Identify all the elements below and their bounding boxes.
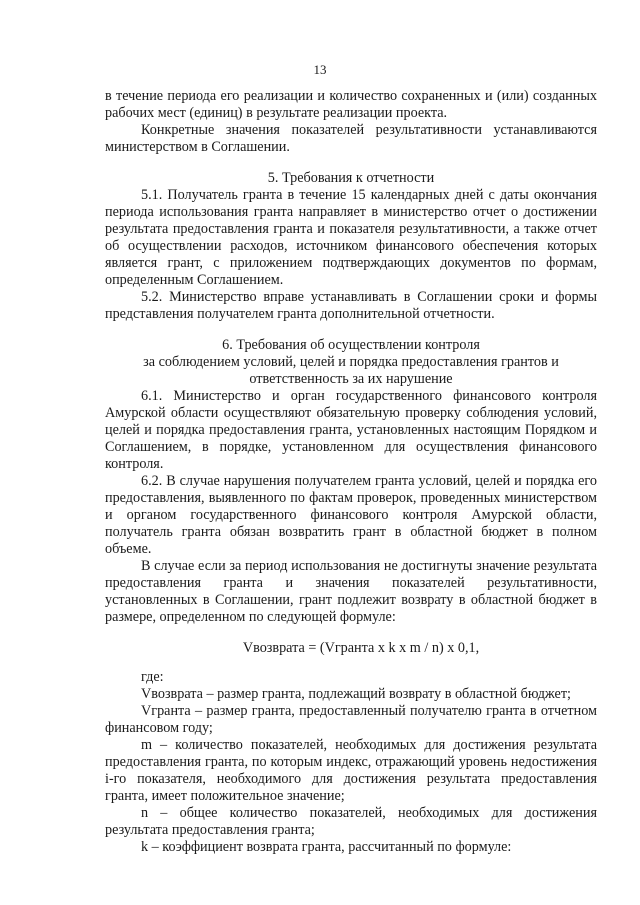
- paragraph-5-2: 5.2. Министерство вправе устанавливать в Соглашении сроки и формы представления получателем гранта дополнительной отчетности.: [105, 289, 597, 322]
- section-6-title-line2: за соблюдением условий, целей и порядка предоставления грантов и: [143, 354, 559, 370]
- paragraph-6-1: 6.1. Министерство и орган государственного финансового контроля Амурской области осуществляют обязательную проверку соблюдения условий, целей и порядка предоставления гранта, установленных настоящим Порядком и Соглашением, в порядке, установленном для осуществления финансового контроля.: [105, 388, 597, 472]
- section-6-title-line1: 6. Требования об осуществлении контроля: [222, 337, 480, 353]
- paragraph: Конкретные значения показателей результативности устанавливаются министерством в Соглашении.: [105, 122, 597, 155]
- paragraph-6-3: В случае если за период использования не достигнуты значение результата предоставления гранта и значения показателей результативности, установленных в Соглашении, грант подлежит возврату в областной бюджет в размере, определенном по следующей формуле:: [105, 558, 597, 625]
- definition-k: k – коэффициент возврата гранта, рассчитанный по формуле:: [141, 839, 512, 855]
- page-number: 13: [313, 62, 327, 77]
- where-label: где:: [141, 669, 164, 685]
- formula: Vвозврата = (Vгранта x k x m / n) x 0,1,: [242, 640, 480, 656]
- definition-m: m – количество показателей, необходимых для достижения результата предоставления гранта, по которым индекс, отражающий уровень недостижения i-го показателя, необходимого для достижения результата предоставления гранта, имеет положительное значение;: [105, 737, 597, 804]
- definition-v-grant: Vгранта – размер гранта, предоставленный получателю гранта в отчетном финансовом году;: [105, 703, 597, 736]
- document-body: [105, 88, 597, 856]
- paragraph-6-2: 6.2. В случае нарушения получателем гранта условий, целей и порядка его предоставления, выявленного по фактам проверок, проведенных министерством и органом государственного финансового контроля Амурской области, получатель гранта обязан возвратить грант в областной бюджет в полном объеме.: [105, 473, 597, 557]
- definition-n: n – общее количество показателей, необходимых для достижения результата предоставления гранта;: [105, 805, 597, 838]
- section-6-title-line3: ответственность за их нарушение: [249, 371, 453, 387]
- paragraph: в течение периода его реализации и количество сохраненных и (или) созданных рабочих мест (единиц) в результате реализации проекта.: [105, 88, 597, 121]
- definition-v-return: Vвозврата – размер гранта, подлежащий возврату в областной бюджет;: [141, 686, 571, 702]
- paragraph-5-1: 5.1. Получатель гранта в течение 15 календарных дней с даты окончания периода использования гранта направляет в министерство отчет о достижении результата предоставления гранта и показателя результативности, а также отчет об осуществлении расходов, источником финансового обеспечения которых является грант, с приложением подтверждающих документов по формам, определенным Соглашением.: [105, 187, 597, 288]
- section-5-title: 5. Требования к отчетности: [267, 170, 435, 186]
